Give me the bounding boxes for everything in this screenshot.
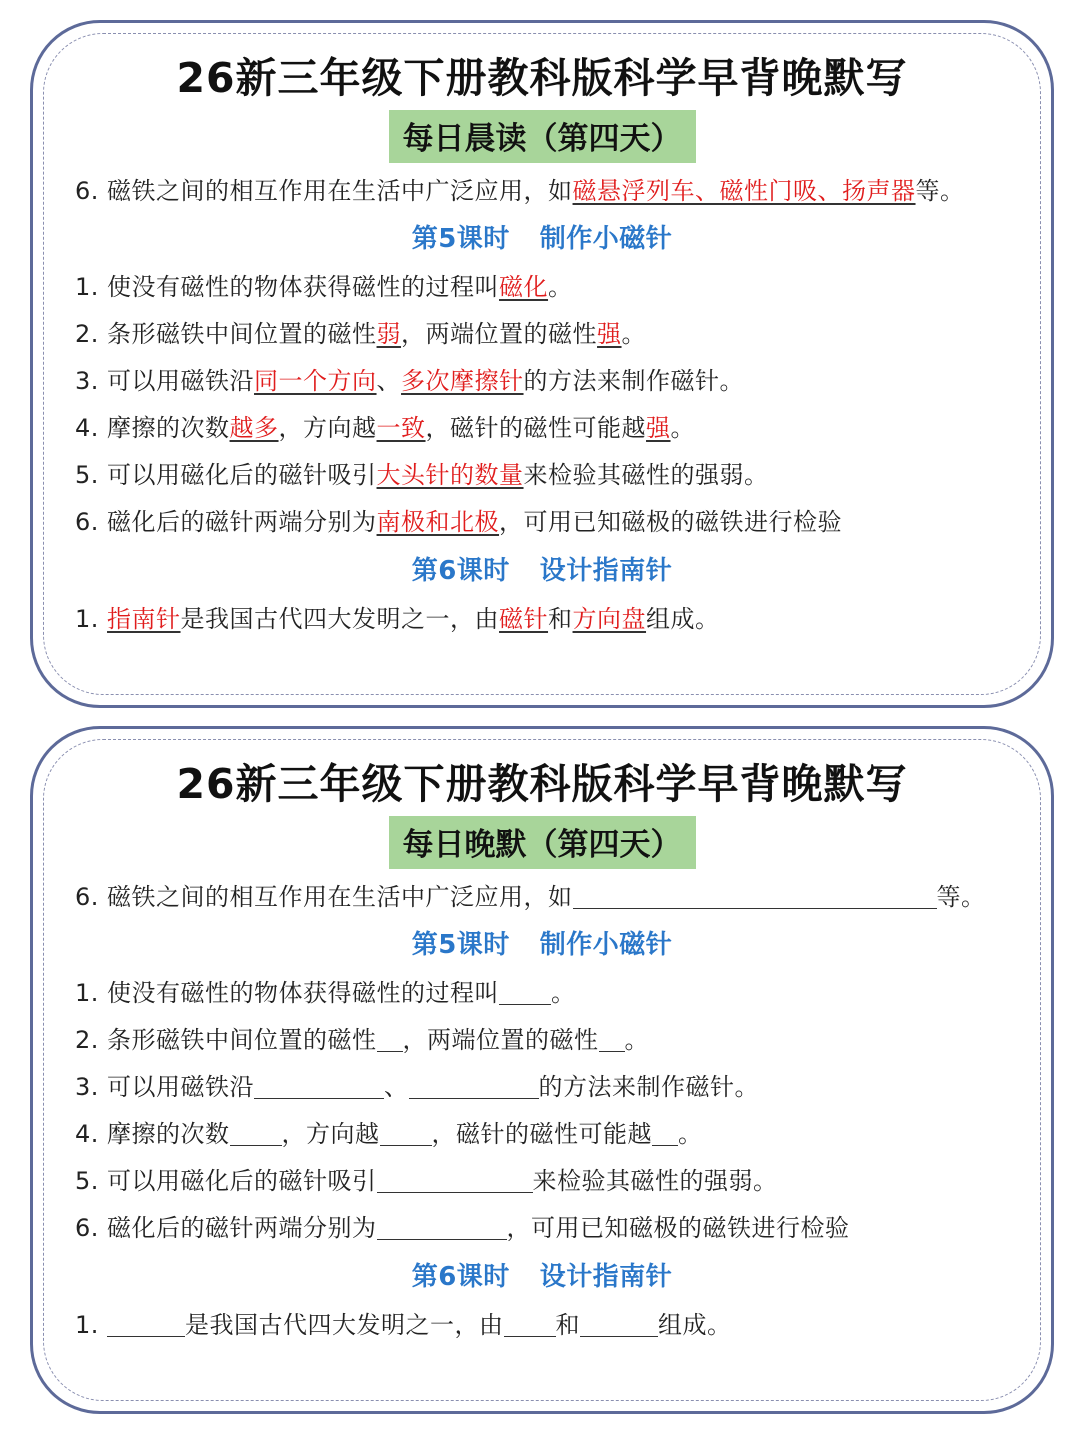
fill-blank[interactable] <box>573 883 937 909</box>
fill-blank[interactable] <box>499 979 551 1005</box>
item-6-magnet-uses: 6. 磁铁之间的相互作用在生活中广泛应用，如磁悬浮列车、磁性门吸、扬声器等。 <box>75 177 965 205</box>
lesson-5-heading: 第5课时 制作小磁针 <box>411 224 673 254</box>
answer: 南极和北极 <box>376 508 500 536</box>
question-2: 2. 条形磁铁中间位置的磁性 ，两端位置的磁性 。 <box>75 1026 650 1054</box>
question-4: 4. 摩擦的次数越多，方向越一致，磁针的磁性可能越强。 <box>75 414 696 442</box>
fill-blank[interactable] <box>377 1167 533 1193</box>
lesson-6-question-1: 1. 指南针是我国古代四大发明之一，由磁针和方向盘组成。 <box>75 605 720 633</box>
page-title: 26新三年级下册教科版科学早背晚默写 <box>176 760 908 808</box>
fill-blank[interactable] <box>504 1311 556 1337</box>
question-1: 1. 使没有磁性的物体获得磁性的过程叫磁化。 <box>75 273 573 301</box>
question-6: 6. 磁化后的磁针两端分别为南极和北极，可用已知磁极的磁铁进行检验 <box>75 508 843 536</box>
answer: 指南针 <box>107 605 181 633</box>
answer: 多次摩擦针 <box>401 367 524 395</box>
lesson-6-heading: 第6课时 设计指南针 <box>411 556 673 586</box>
question-5: 5. 可以用磁化后的磁针吸引 来检验其磁性的强弱。 <box>75 1167 778 1195</box>
answer: 磁针 <box>499 605 549 633</box>
morning-reading-card <box>30 20 1054 708</box>
evening-dictation-card <box>30 726 1054 1414</box>
question-6: 6. 磁化后的磁针两端分别为 ，可用已知磁极的磁铁进行检验 <box>75 1214 850 1242</box>
question-4: 4. 摩擦的次数 ，方向越 ，磁针的磁性可能越 。 <box>75 1120 703 1148</box>
lesson-6-question-1: 1. 是我国古代四大发明之一，由 和 组成。 <box>75 1311 732 1339</box>
question-5: 5. 可以用磁化后的磁针吸引大头针的数量来检验其磁性的强弱。 <box>75 461 769 489</box>
answer: 强 <box>646 414 671 442</box>
question-3: 3. 可以用磁铁沿 、 的方法来制作磁针。 <box>75 1073 760 1101</box>
question-1: 1. 使没有磁性的物体获得磁性的过程叫 。 <box>75 979 576 1007</box>
answer: 磁化 <box>499 273 549 301</box>
fill-blank[interactable] <box>599 1026 625 1052</box>
fill-blank[interactable] <box>107 1311 185 1337</box>
answer: 大头针的数量 <box>376 461 524 489</box>
morning-badge: 每日晨读（第四天） <box>389 110 696 163</box>
fill-blank[interactable] <box>580 1311 658 1337</box>
fill-blank[interactable] <box>254 1073 384 1099</box>
item-6-magnet-uses: 6. 磁铁之间的相互作用在生活中广泛应用，如 等。 <box>75 883 986 911</box>
question-2: 2. 条形磁铁中间位置的磁性弱，两端位置的磁性强。 <box>75 320 647 348</box>
question-3: 3. 可以用磁铁沿同一个方向、多次摩擦针的方法来制作磁针。 <box>75 367 745 395</box>
lesson-6-heading: 第6课时 设计指南针 <box>411 1262 673 1292</box>
fill-blank[interactable] <box>377 1214 507 1240</box>
fill-blank[interactable] <box>409 1073 539 1099</box>
answer: 磁悬浮列车、磁性门吸、扬声器 <box>572 177 916 205</box>
answer: 一致 <box>376 414 426 442</box>
answer: 越多 <box>229 414 279 442</box>
fill-blank[interactable] <box>230 1120 282 1146</box>
fill-blank[interactable] <box>377 1026 403 1052</box>
fill-blank[interactable] <box>380 1120 432 1146</box>
evening-badge: 每日晚默（第四天） <box>389 816 696 869</box>
page-title: 26新三年级下册教科版科学早背晚默写 <box>176 54 908 102</box>
lesson-5-heading: 第5课时 制作小磁针 <box>411 930 673 960</box>
fill-blank[interactable] <box>652 1120 678 1146</box>
answer: 弱 <box>376 320 402 348</box>
answer: 方向盘 <box>572 605 647 633</box>
answer: 同一个方向 <box>254 367 377 395</box>
answer: 强 <box>597 320 622 348</box>
